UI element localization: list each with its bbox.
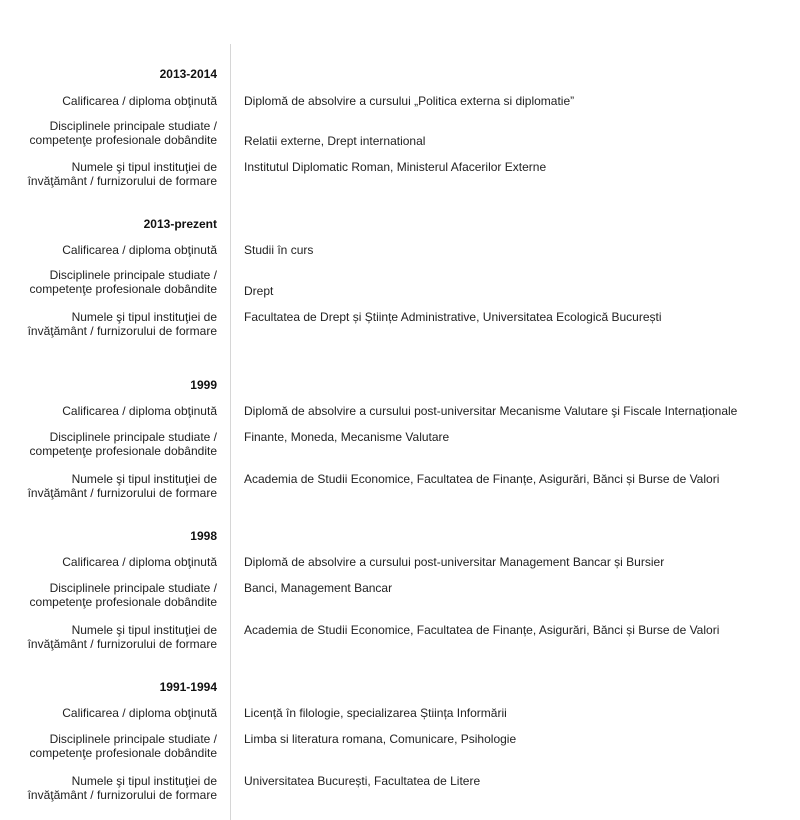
qualification-label: Calificarea / diploma obţinută — [62, 404, 217, 418]
qualification-value: Studii în curs — [244, 243, 314, 257]
disciplines-label: Disciplinele principale studiate / competenţe profesionale dobândite — [29, 430, 217, 458]
qualification-value: Diplomă de absolvire a cursului „Politica externa si diplomatie” — [244, 94, 575, 108]
disciplines-label: Disciplinele principale studiate / competenţe profesionale dobândite — [29, 268, 217, 296]
institution-label: Numele şi tipul instituţiei de învăţământ / furnizorului de formare — [27, 472, 217, 500]
institution-label: Numele şi tipul instituţiei de învăţământ / furnizorului de formare — [27, 623, 217, 651]
qualification-value: Diplomă de absolvire a cursului post-universitar Management Bancar și Bursier — [244, 555, 665, 569]
qualification-value: Licență în filologie, specializarea Știința Informării — [244, 706, 507, 720]
disciplines-label: Disciplinele principale studiate / competenţe profesionale dobândite — [29, 119, 217, 147]
institution-value: Institutul Diplomatic Roman, Ministerul Afacerilor Externe — [244, 160, 547, 174]
qualification-value: Diplomă de absolvire a cursului post-universitar Mecanisme Valutare şi Fiscale Internaționale — [244, 404, 738, 418]
entry-period: 1991-1994 — [159, 680, 217, 694]
qualification-label: Calificarea / diploma obţinută — [62, 94, 217, 108]
institution-label: Numele şi tipul instituţiei de învăţământ / furnizorului de formare — [27, 310, 217, 338]
disciplines-value: Banci, Management Bancar — [244, 581, 393, 595]
institution-label: Numele şi tipul instituţiei de învăţământ / furnizorului de formare — [27, 774, 217, 802]
institution-value: Academia de Studii Economice, Facultatea de Finanțe, Asigurări, Bănci și Burse de Valori — [244, 623, 720, 637]
qualification-label: Calificarea / diploma obţinută — [62, 243, 217, 257]
institution-value: Universitatea București, Facultatea de Litere — [244, 774, 481, 788]
disciplines-label: Disciplinele principale studiate / competenţe profesionale dobândite — [29, 732, 217, 760]
entry-period: 2013-prezent — [143, 217, 217, 231]
qualification-label: Calificarea / diploma obţinută — [62, 706, 217, 720]
institution-label: Numele şi tipul instituţiei de învăţământ / furnizorului de formare — [27, 160, 217, 188]
disciplines-value: Limba si literatura romana, Comunicare, Psihologie — [244, 732, 517, 746]
qualification-label: Calificarea / diploma obţinută — [62, 555, 217, 569]
institution-value: Facultatea de Drept și Științe Administrative, Universitatea Ecologică București — [244, 310, 662, 324]
disciplines-value: Relatii externe, Drept international — [244, 134, 426, 148]
column-divider — [230, 44, 231, 820]
entry-period: 2013-2014 — [159, 67, 217, 81]
entry-period: 1999 — [190, 378, 217, 392]
disciplines-value: Drept — [244, 284, 274, 298]
institution-value: Academia de Studii Economice, Facultatea de Finanțe, Asigurări, Bănci și Burse de Valori — [244, 472, 720, 486]
disciplines-label: Disciplinele principale studiate / competenţe profesionale dobândite — [29, 581, 217, 609]
disciplines-value: Finante, Moneda, Mecanisme Valutare — [244, 430, 450, 444]
entry-period: 1998 — [190, 529, 217, 543]
